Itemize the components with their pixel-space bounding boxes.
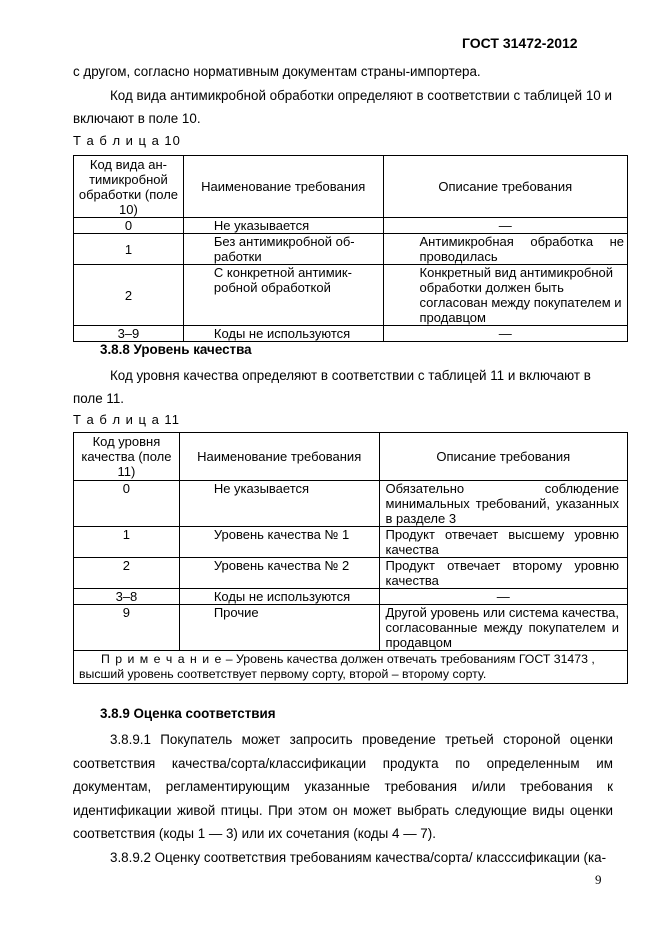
table-row bbox=[74, 326, 628, 342]
paragraph-3891: 3.8.9.1 Покупатель может запросить проведение третьей стороной оценки соответствия качества/сорта/классификации продукта по определенным им документам, регламентирующим указанные требования и/или требования к идентификации живой птицы. При этом он может выбрать следующие виды оценки соответствия (коды 1 — 3) или их сочетания (коды 4 — 7). bbox=[73, 732, 613, 841]
table-row bbox=[74, 481, 628, 527]
name-cell: С конкретной антимик-робной обработкой bbox=[183, 265, 383, 326]
desc-cell: Продукт отвечает второму уровню качества bbox=[379, 558, 627, 589]
code-cell: 3–9 bbox=[74, 326, 184, 342]
desc-cell: Конкретный вид антимикробной обработки должен быть согласован между покупателем и продавцом bbox=[383, 265, 627, 326]
name-cell: Уровень качества № 2 bbox=[179, 558, 379, 589]
name-cell: Не указывается bbox=[179, 481, 379, 527]
table-header-row bbox=[74, 433, 628, 481]
table-header-cell: Код уровня качества (поле 11) bbox=[74, 433, 180, 481]
code-cell: 2 bbox=[74, 558, 180, 589]
table-header-cell: Код вида ан-тимикробной обработки (поле 10) bbox=[74, 156, 184, 218]
section-heading-389: 3.8.9 Оценка соответствия bbox=[100, 706, 276, 721]
paragraph-table10-ref: Код вида антимикробной обработки определяют в соответствии с таблицей 10 и bbox=[110, 88, 612, 103]
table-header-cell: Наименование требования bbox=[183, 156, 383, 218]
section-heading-388: 3.8.8 Уровень качества bbox=[100, 342, 252, 357]
table-header-cell: Наименование требования bbox=[179, 433, 379, 481]
name-cell: Не указывается bbox=[183, 218, 383, 234]
note-text: – Уровень качества должен отвечать требованиям ГОСТ 31473 , высший уровень соответствует первому сорту, второй – второму сорту. bbox=[79, 652, 595, 681]
table11-caption: Т а б л и ц а 11 bbox=[73, 412, 180, 427]
table-note bbox=[74, 651, 628, 684]
code-cell: 1 bbox=[74, 527, 180, 558]
code-cell: 1 bbox=[74, 234, 184, 265]
note-label: П р и м е ч а н и е bbox=[101, 652, 223, 666]
table-row bbox=[74, 605, 628, 651]
table10-caption: Т а б л и ц а 10 bbox=[73, 133, 181, 148]
desc-cell: — bbox=[383, 218, 627, 234]
table-row bbox=[74, 234, 628, 265]
paragraph-table11-ref-cont: поле 11. bbox=[73, 391, 125, 406]
desc-cell: — bbox=[379, 589, 627, 605]
code-cell: 0 bbox=[74, 481, 180, 527]
table-header-row bbox=[74, 156, 628, 218]
name-cell: Коды не используются bbox=[179, 589, 379, 605]
table-row bbox=[74, 589, 628, 605]
table-row bbox=[74, 218, 628, 234]
table-row bbox=[74, 265, 628, 326]
code-cell: 9 bbox=[74, 605, 180, 651]
table-10 bbox=[73, 155, 628, 342]
paragraph-table11-ref: Код уровня качества определяют в соответствии с таблицей 11 и включают в bbox=[110, 368, 591, 383]
table-header-cell: Описание требования bbox=[379, 433, 627, 481]
code-cell: 2 bbox=[74, 265, 184, 326]
paragraph-table10-ref-cont: включают в поле 10. bbox=[73, 111, 201, 126]
desc-cell: Другой уровень или система качества, согласованные между покупателем и продавцом bbox=[379, 605, 627, 651]
table-row bbox=[74, 558, 628, 589]
paragraph-3892: 3.8.9.2 Оценку соответствия требованиям качества/сорта/ класссификации (ка- bbox=[110, 850, 607, 865]
document-header: ГОСТ 31472-2012 bbox=[462, 35, 578, 51]
desc-cell: Продукт отвечает высшему уровню качества bbox=[379, 527, 627, 558]
table-row bbox=[74, 527, 628, 558]
desc-cell: — bbox=[383, 326, 627, 342]
desc-cell: Обязательно соблюдение минимальных требований, указанных в разделе 3 bbox=[379, 481, 627, 527]
name-cell: Коды не используются bbox=[183, 326, 383, 342]
code-cell: 3–8 bbox=[74, 589, 180, 605]
table-header-cell: Описание требования bbox=[383, 156, 627, 218]
name-cell: Уровень качества № 1 bbox=[179, 527, 379, 558]
paragraph-continuation: с другом, согласно нормативным документам страны-импортера. bbox=[73, 64, 481, 79]
table-11 bbox=[73, 432, 628, 684]
table-note-row bbox=[74, 651, 628, 684]
code-cell: 0 bbox=[74, 218, 184, 234]
desc-cell: Антимикробная обработка не проводилась bbox=[383, 234, 627, 265]
page-number: 9 bbox=[595, 872, 602, 887]
name-cell: Прочие bbox=[179, 605, 379, 651]
name-cell: Без антимикробной об-работки bbox=[183, 234, 383, 265]
